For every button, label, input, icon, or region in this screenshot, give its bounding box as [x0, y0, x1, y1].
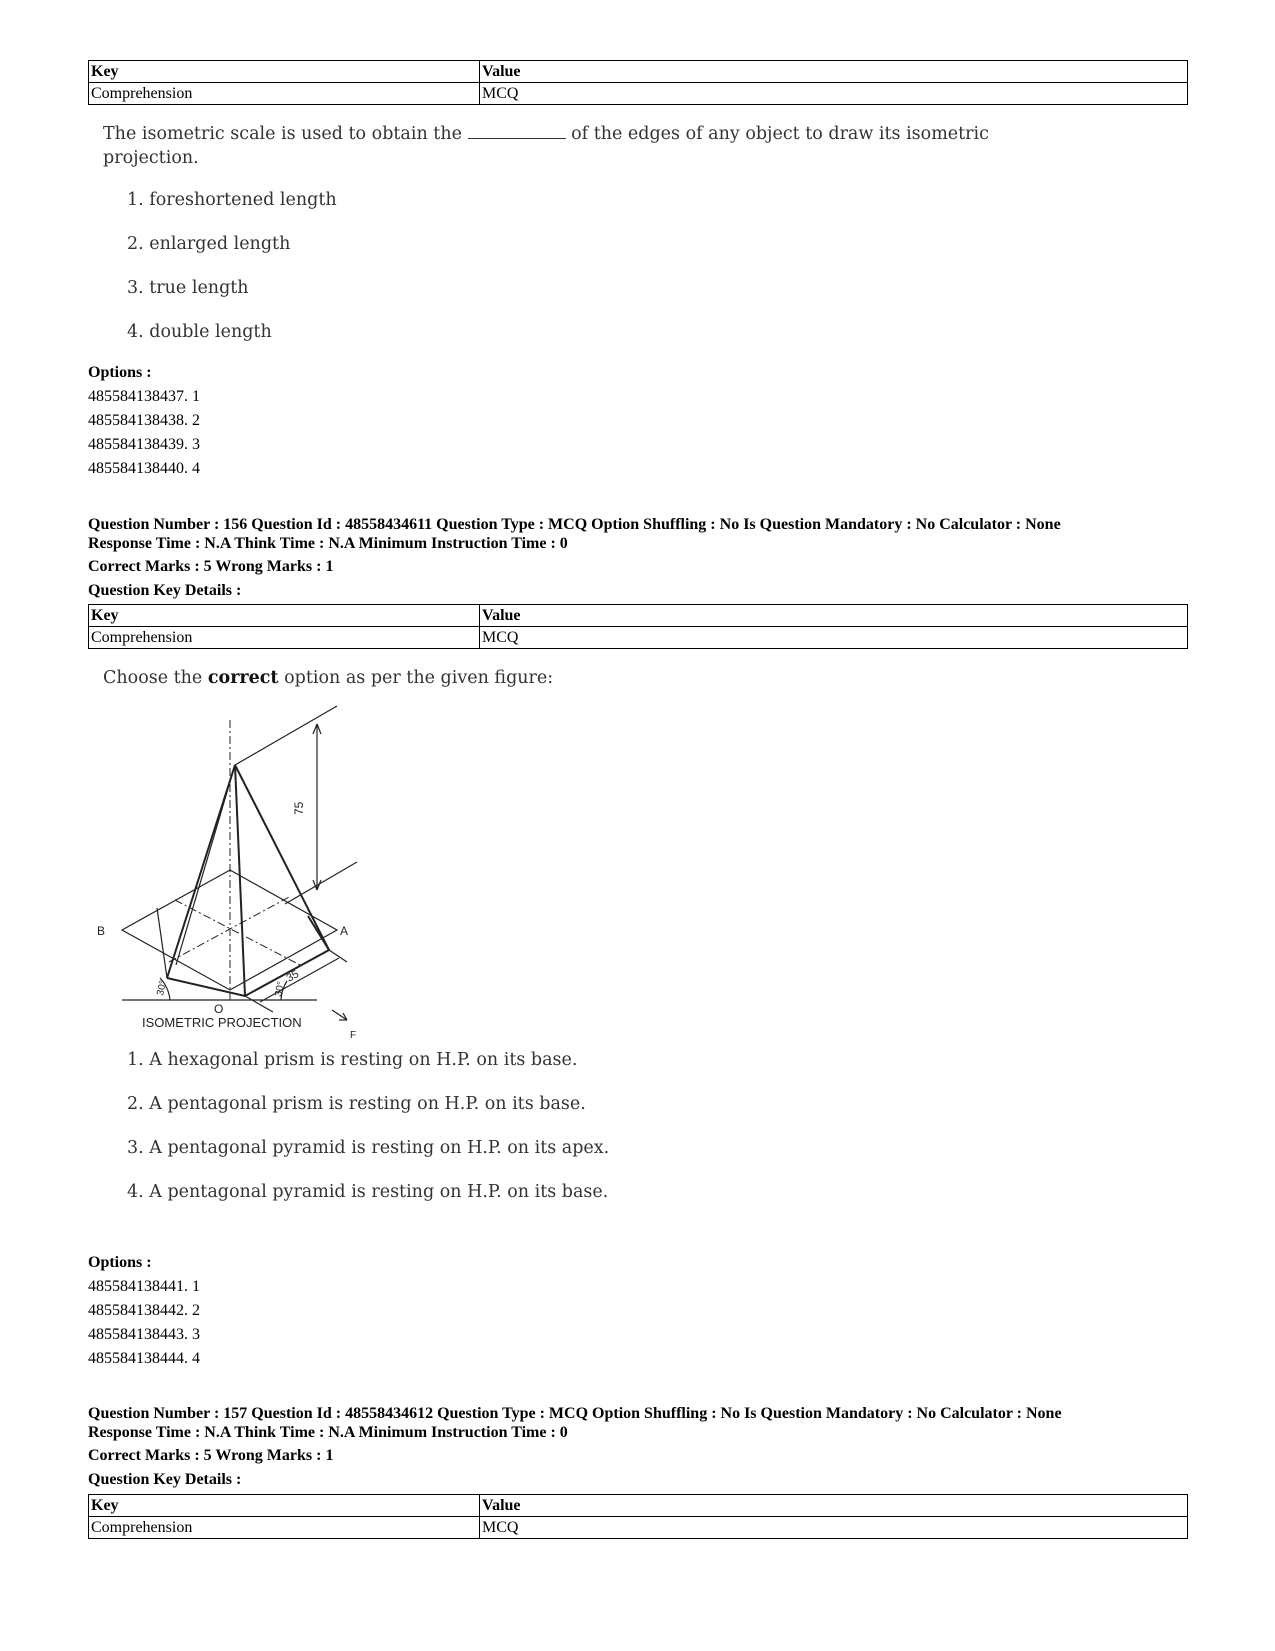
choice-1: 1. A hexagonal prism is resting on H.P. on its base.: [127, 1050, 578, 1070]
figure-caption: ISOMETRIC PROJECTION: [142, 1015, 302, 1030]
question-text: The isometric scale is used to obtain the of the edges of any object to draw its isometric projection.: [103, 124, 989, 168]
choice-3: 3. true length: [127, 278, 249, 298]
label-b: B: [97, 924, 106, 938]
value-header: Value: [480, 61, 1188, 83]
question-key-table: [88, 60, 1188, 105]
option-line: 485584138438. 2: [88, 412, 200, 429]
question-text: Choose the correct option as per the given figure:: [103, 668, 554, 688]
marks-line: Correct Marks : 5 Wrong Marks : 1: [88, 558, 334, 575]
option-line: 485584138439. 3: [88, 436, 200, 453]
key-details-label: Question Key Details :: [88, 1471, 242, 1488]
question-meta: Question Number : 156 Question Id : 48558434611 Question Type : MCQ Option Shuffling : No Is Question Mandatory : No Calculator : None Response Time : N.A Think Time : N.A Minimum Instruction Time : 0: [88, 516, 1061, 552]
question-meta: Question Number : 157 Question Id : 48558434612 Question Type : MCQ Option Shuffling : No Is Question Mandatory : No Calculator : None Response Time : N.A Think Time : N.A Minimum Instruction Time : 0: [88, 1405, 1062, 1441]
option-line: 485584138444. 4: [88, 1350, 200, 1367]
key-header: Key: [89, 1495, 480, 1517]
value-header: Value: [480, 605, 1188, 627]
option-line: 485584138437. 1: [88, 388, 200, 405]
isometric-projection-figure: [95, 700, 395, 1070]
question-key-table: [88, 604, 1188, 649]
options-label: Options :: [88, 1254, 152, 1271]
option-line: 485584138441. 1: [88, 1278, 200, 1295]
angle-left: 30°: [155, 979, 170, 997]
key-details-label: Question Key Details :: [88, 582, 242, 599]
choice-1: 1. foreshortened length: [127, 190, 337, 210]
choice-3: 3. A pentagonal pyramid is resting on H.P. on its apex.: [127, 1138, 610, 1158]
choice-4: 4. double length: [127, 322, 272, 342]
choice-4: 4. A pentagonal pyramid is resting on H.P. on its base.: [127, 1182, 609, 1202]
key-cell: Comprehension: [89, 83, 480, 105]
question-key-table: [88, 1494, 1188, 1539]
label-f: F: [350, 1030, 357, 1041]
key-header: Key: [89, 61, 480, 83]
options-label: Options :: [88, 364, 152, 381]
value-cell: MCQ: [480, 1517, 1188, 1539]
dimension-75: 75: [292, 801, 306, 815]
choice-2: 2. enlarged length: [127, 234, 291, 254]
label-a: A: [340, 924, 349, 938]
key-cell: Comprehension: [89, 1517, 480, 1539]
value-header: Value: [480, 1495, 1188, 1517]
option-line: 485584138442. 2: [88, 1302, 200, 1319]
value-cell: MCQ: [480, 627, 1188, 649]
angle-right: 30°: [273, 980, 288, 998]
answer-blank: [468, 122, 566, 139]
dimension-35: 35: [284, 968, 302, 985]
label-o: O: [214, 1002, 224, 1016]
option-line: 485584138443. 3: [88, 1326, 200, 1343]
option-line: 485584138440. 4: [88, 460, 200, 477]
choice-2: 2. A pentagonal prism is resting on H.P. on its base.: [127, 1094, 586, 1114]
key-header: Key: [89, 605, 480, 627]
value-cell: MCQ: [480, 83, 1188, 105]
key-cell: Comprehension: [89, 627, 480, 649]
marks-line: Correct Marks : 5 Wrong Marks : 1: [88, 1447, 334, 1464]
